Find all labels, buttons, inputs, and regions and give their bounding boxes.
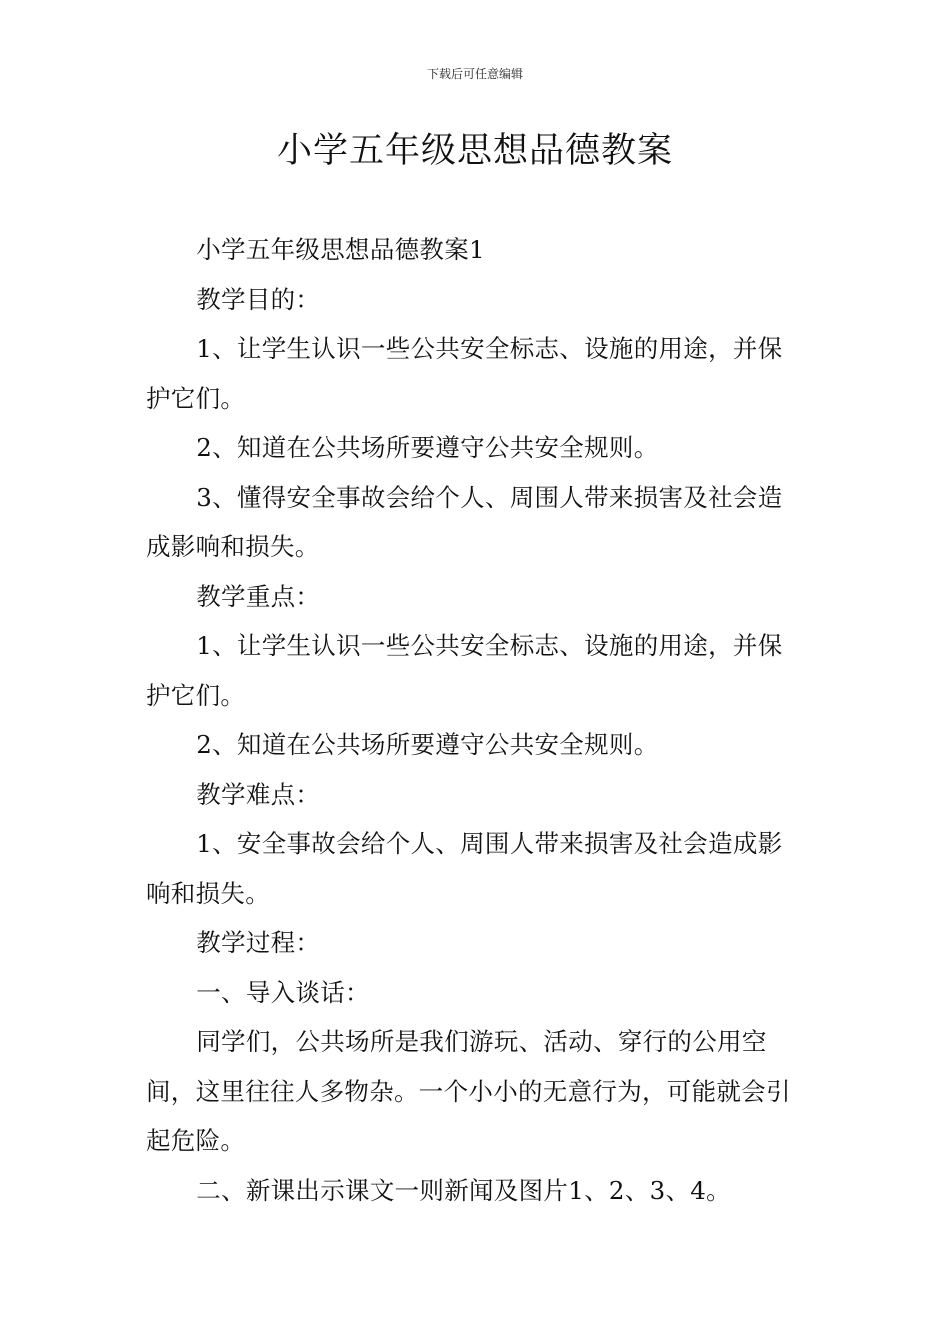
document-title: 小学五年级思想品德教案: [276, 131, 673, 171]
paragraph-objective-3: 3、懂得安全事故会给个人、周围人带来损害及社会造成影响和损失。: [146, 482, 783, 561]
paragraph-step-2-heading: 二、新课出示课文一则新闻及图片1、2、3、4。: [196, 1175, 731, 1205]
header-note: 下载后可任意编辑: [426, 67, 523, 81]
paragraph-objective-2: 2、知道在公共场所要遵守公共安全规则。: [196, 433, 659, 462]
paragraph-difficulty-1: 1、安全事故会给个人、周围人带来损害及社会造成影响和损失。: [146, 829, 783, 908]
paragraph-key-point-1: 1、让学生认识一些公共安全标志、设施的用途，并保护它们。: [146, 631, 783, 710]
paragraph-objective-1: 1、让学生认识一些公共安全标志、设施的用途，并保护它们。: [146, 334, 783, 413]
paragraph-step-1-heading: 一、导入谈话：: [196, 977, 370, 1007]
paragraph-process-heading: 教学过程：: [196, 928, 321, 957]
paragraph-key-points-heading: 教学重点：: [196, 581, 321, 611]
paragraph-difficulties-heading: 教学难点：: [196, 779, 321, 809]
paragraph-key-point-2: 2、知道在公共场所要遵守公共安全规则。: [196, 730, 659, 759]
paragraph-objectives-heading: 教学目的：: [196, 284, 321, 314]
paragraph-subtitle: 小学五年级思想品德教案1: [196, 235, 485, 264]
paragraph-step-1-text: 同学们，公共场所是我们游玩、活动、穿行的公用空间，这里往往人多物杂。一个小小的无意行为，可能就会引起危险。: [146, 1027, 791, 1155]
document-body: [146, 225, 806, 1215]
